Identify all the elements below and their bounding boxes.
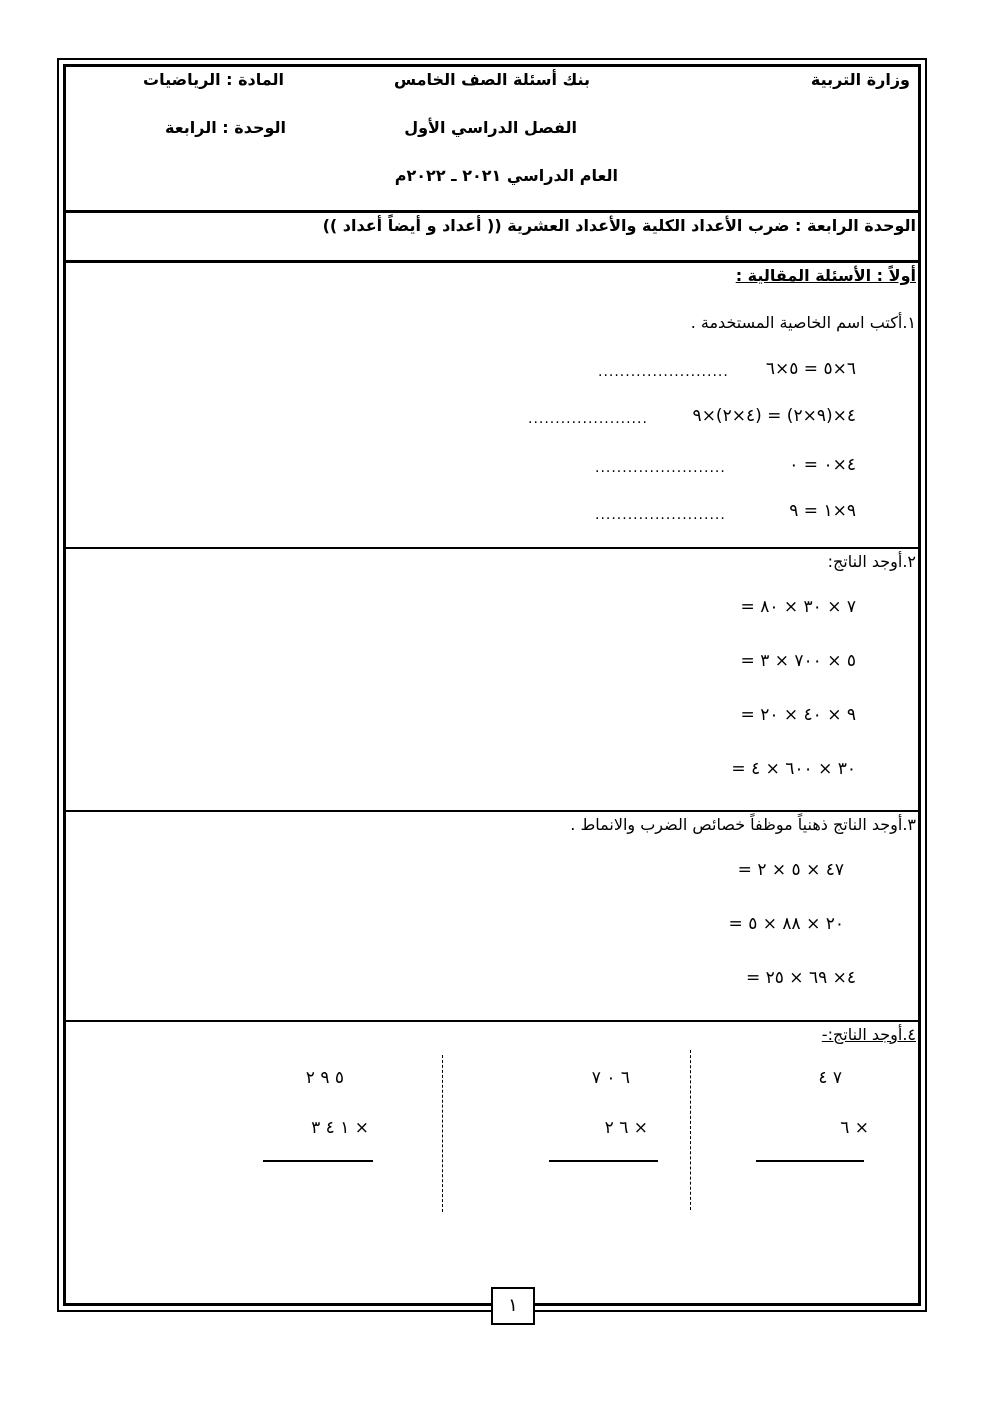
q3-prompt: ٣.أوجد الناتج ذهنياً موظفاً خصائص الضرب والانماط . bbox=[570, 815, 916, 834]
q1-expression: ٤×(٩×٢) = (٤×٢)×٩ bbox=[692, 406, 856, 426]
column-separator bbox=[690, 1050, 691, 1210]
q2-prompt: ٢.أوجد الناتج: bbox=[827, 552, 916, 571]
q1-expression: ٩×١ = ٩ bbox=[789, 501, 856, 521]
divider bbox=[63, 210, 921, 213]
section-title: أولاً : الأسئلة المقالية : bbox=[735, 266, 916, 285]
divider bbox=[63, 1020, 921, 1022]
divider bbox=[63, 810, 921, 812]
answer-line bbox=[549, 1160, 658, 1162]
answer-blank[interactable]: ........................ bbox=[595, 460, 726, 476]
bank-title: بنك أسئلة الصف الخامس bbox=[394, 70, 590, 89]
q1-expression: ٤×٠ = ٠ bbox=[789, 455, 856, 475]
answer-blank[interactable]: ........................ bbox=[598, 364, 729, 380]
problem-top-number: ٦ ٠ ٧ bbox=[591, 1068, 630, 1088]
page-frame bbox=[63, 64, 921, 1306]
divider bbox=[63, 547, 921, 549]
q3-expression: ٢٠ × ٨٨ × ٥ = bbox=[728, 914, 844, 934]
q2-expression: ٣٠ × ٦٠٠ × ٤ = bbox=[731, 759, 856, 779]
problem-bottom-number: × ١ ٤ ٣ bbox=[311, 1118, 369, 1138]
q2-expression: ٩ × ٤٠ × ٢٠ = bbox=[740, 705, 856, 725]
q3-expression: ٤٧ × ٥ × ٢ = bbox=[737, 860, 844, 880]
q3-expression: ٤× ٦٩ × ٢٥ = bbox=[745, 968, 856, 988]
answer-line bbox=[756, 1160, 864, 1162]
semester-label: الفصل الدراسي الأول bbox=[404, 118, 577, 137]
year-label: العام الدراسي ٢٠٢١ ـ ٢٠٢٢م bbox=[394, 166, 618, 185]
answer-blank[interactable]: ........................ bbox=[595, 507, 726, 523]
answer-blank[interactable]: ...................... bbox=[528, 411, 648, 427]
q1-prompt: ١.أكتب اسم الخاصية المستخدمة . bbox=[690, 313, 916, 332]
q2-expression: ٧ × ٣٠ × ٨٠ = bbox=[740, 597, 856, 617]
problem-bottom-number: × ٦ ٢ bbox=[604, 1118, 648, 1138]
q2-expression: ٥ × ٧٠٠ × ٣ = bbox=[740, 651, 856, 671]
page-number: ١ bbox=[491, 1287, 535, 1325]
unit-title: الوحدة الرابعة : ضرب الأعداد الكلية والأعداد العشرية (( أعداد و أيضاً أعداد )) bbox=[322, 216, 916, 235]
q1-expression: ٦×٥ = ٥×٦ bbox=[765, 359, 856, 379]
q4-prompt: ٤.أوجد الناتج:- bbox=[821, 1025, 916, 1044]
answer-line bbox=[263, 1160, 373, 1162]
subject-label: المادة : الرياضيات bbox=[143, 70, 284, 89]
problem-top-number: ٥ ٩ ٢ bbox=[305, 1068, 344, 1088]
problem-bottom-number: × ٦ bbox=[840, 1118, 869, 1138]
unit-label: الوحدة : الرابعة bbox=[165, 118, 286, 137]
ministry-label: وزارة التربية bbox=[810, 70, 910, 89]
problem-top-number: ٧ ٤ bbox=[818, 1068, 842, 1088]
column-separator bbox=[442, 1055, 443, 1212]
divider bbox=[63, 260, 921, 263]
